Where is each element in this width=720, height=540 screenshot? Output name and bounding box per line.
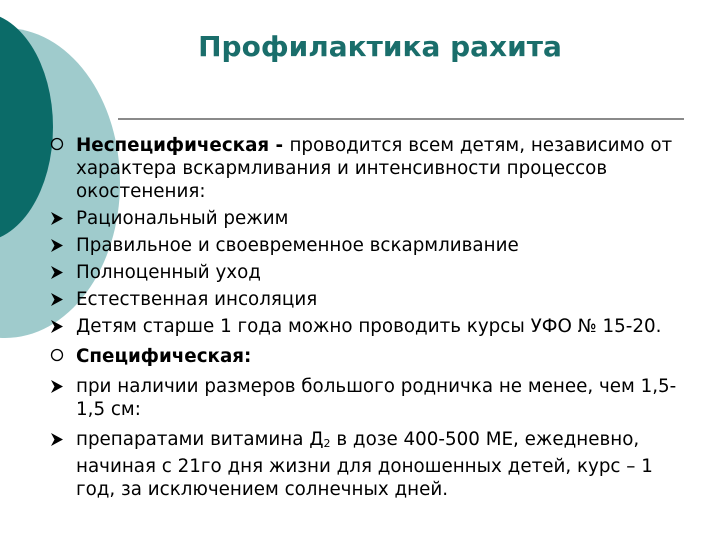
item-heading: Неспецифическая - [76, 135, 290, 156]
item-text: Правильное и своевременное вскармливание [76, 235, 519, 256]
title-divider [118, 118, 684, 120]
arrow-bullet-icon [48, 288, 72, 311]
list-item-insolation [48, 288, 688, 311]
list-item-feeding [48, 234, 688, 257]
circle-bullet-icon [48, 134, 72, 157]
arrow-bullet-icon [48, 315, 72, 338]
arrow-bullet-icon [48, 261, 72, 284]
item-heading: Специфическая: [76, 346, 252, 367]
item-text: проводится всем детям, независимо от характера вскармливания и интенсивности процессов окостенения: [76, 135, 673, 202]
list-item-regime [48, 207, 688, 230]
list-item-uv-courses [48, 315, 688, 338]
list-item-care [48, 261, 688, 284]
item-text: Естественная инсоляция [76, 289, 318, 310]
list-item-fontanelle [48, 375, 688, 421]
item-subscript: 2 [323, 437, 331, 450]
arrow-bullet-icon [48, 375, 72, 398]
arrow-bullet-icon [48, 428, 72, 451]
slide-content [48, 134, 688, 501]
item-text: Рациональный режим [76, 208, 289, 229]
item-text: при наличии размеров большого родничка не менее, чем 1,5-1,5 см: [76, 376, 677, 420]
slide-title: Профилактика рахита [198, 30, 562, 63]
list-item-specific [48, 345, 688, 368]
circle-bullet-icon [48, 345, 72, 368]
arrow-bullet-icon [48, 234, 72, 257]
item-text: Полноценный уход [76, 262, 261, 283]
item-text: Детям старше 1 года можно проводить курсы УФО № 15-20. [76, 316, 662, 337]
arrow-bullet-icon [48, 207, 72, 230]
item-text-after: в дозе 400-500 МЕ, ежедневно, начиная с 21го дня жизни для доношенных детей, курс – 1 год, за исключением солнечных дней. [76, 429, 653, 500]
list-item-nonspecific [48, 134, 688, 203]
list-item-vitamin-d [48, 428, 688, 501]
item-text-before: препаратами витамина Д [76, 429, 324, 450]
